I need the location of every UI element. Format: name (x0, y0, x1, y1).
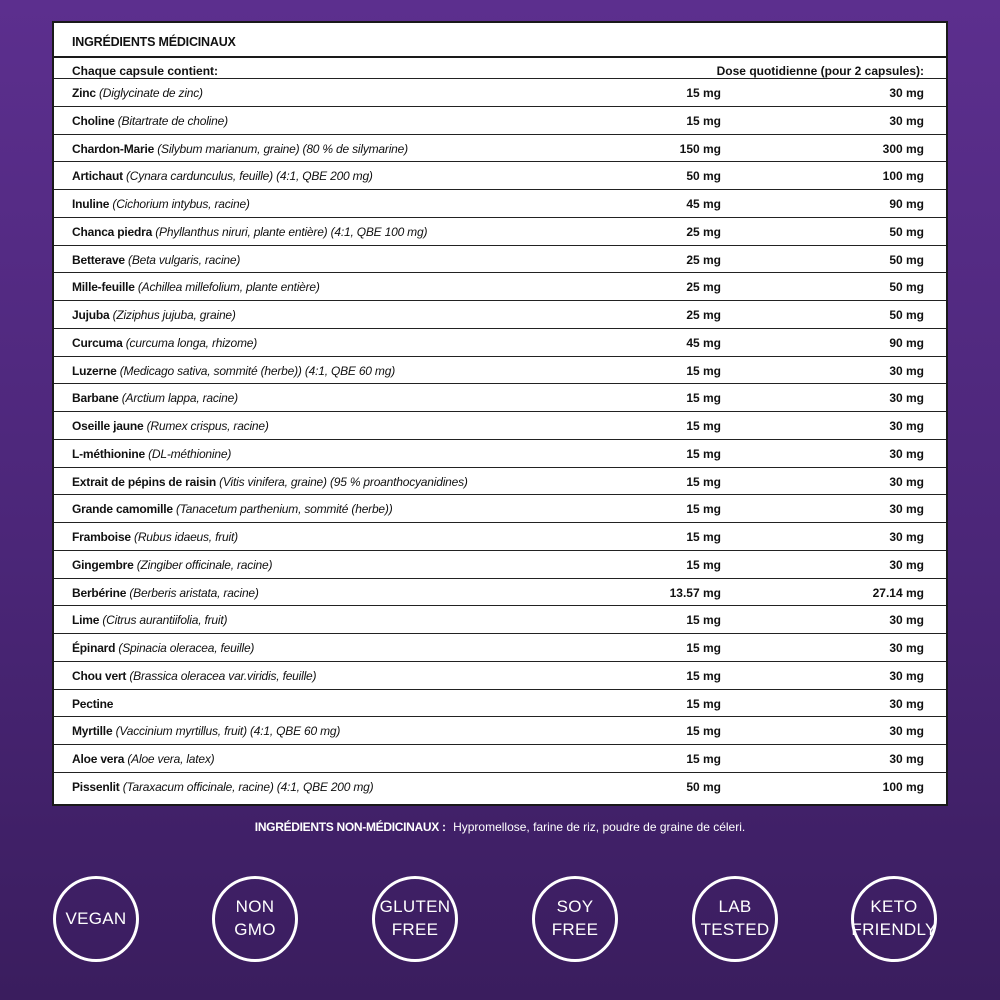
ingredient-common-name: Pectine (72, 696, 114, 711)
dose-per-capsule: 15 mg (686, 419, 721, 433)
daily-dose: 100 mg (882, 169, 924, 184)
ingredient-common-name: Inuline (72, 197, 110, 211)
daily-dose: 30 mg (889, 391, 924, 406)
dose-per-capsule: 25 mg (686, 308, 721, 322)
table-row (54, 218, 946, 246)
ingredient-source: (Medicago sativa, sommité (herbe)) (4:1, QBE 60 mg) (119, 363, 395, 378)
ingredient-name (72, 253, 240, 267)
dose-per-capsule: 15 mg (686, 752, 721, 766)
badge-text: VEGAN (65, 908, 127, 928)
ingredient-source: (Cichorium intybus, racine) (112, 197, 250, 211)
ingredient-common-name: Curcuma (72, 335, 123, 350)
ingredient-common-name: Extrait de pépins de raisin (72, 474, 216, 489)
ingredient-common-name: Chou vert (72, 668, 127, 683)
keto-friendly-badge (851, 876, 937, 962)
table-row (54, 690, 946, 718)
vegan-badge (53, 876, 139, 962)
ingredient-name (72, 502, 393, 516)
table-row (54, 551, 946, 579)
dose-per-capsule: 15 mg (686, 724, 721, 739)
dose-per-capsule: 15 mg (686, 474, 721, 489)
ingredient-source: (Rubus idaeus, fruit) (134, 530, 238, 544)
ingredient-source: (Tanacetum parthenium, sommité (herbe)) (175, 502, 393, 517)
ingredient-name (72, 86, 203, 100)
table-row (54, 246, 946, 274)
ingredient-source: (Ziziphus jujuba, graine) (112, 308, 236, 322)
ingredient-source: (Vitis vinifera, graine) (95 % proanthocyanidines) (219, 474, 468, 489)
badge-text: TESTED (700, 920, 770, 939)
dose-per-capsule: 15 mg (686, 86, 721, 100)
lab-tested-badge (692, 876, 778, 962)
daily-dose: 30 mg (889, 752, 924, 766)
ingredient-name (72, 308, 236, 322)
dose-per-capsule: 15 mg (686, 696, 721, 711)
ingredient-common-name: Choline (72, 113, 115, 128)
ingredient-name (72, 114, 228, 128)
ingredient-name (72, 752, 214, 766)
ingredient-name (72, 364, 395, 378)
daily-dose: 30 mg (889, 502, 924, 517)
dose-per-capsule: 15 mg (686, 446, 721, 461)
daily-dose: 30 mg (889, 668, 924, 683)
daily-dose: 90 mg (889, 197, 924, 211)
dose-per-capsule: 50 mg (686, 779, 721, 794)
dose-per-capsule: 13.57 mg (669, 585, 721, 600)
daily-dose: 30 mg (889, 419, 924, 433)
ingredient-common-name: Oseille jaune (72, 419, 144, 433)
ingredient-common-name: Aloe vera (72, 752, 125, 766)
ingredient-source: (Taraxacum officinale, racine) (4:1, QBE 200 mg) (122, 779, 374, 794)
badge-text: FREE (551, 920, 599, 939)
table-row (54, 301, 946, 329)
table-title: INGRÉDIENTS MÉDICINAUX (54, 23, 946, 58)
badge-text: KETO (870, 897, 918, 917)
ingredient-source: (Brassica oleracea var.viridis, feuille) (129, 668, 317, 683)
ingredient-name (72, 336, 257, 350)
dose-per-capsule: 15 mg (686, 391, 721, 406)
table-header (54, 58, 946, 79)
ingredient-name (72, 142, 408, 156)
table-row (54, 190, 946, 218)
ingredient-source: (Spinacia oleracea, feuille) (118, 641, 255, 655)
ingredient-name (72, 669, 316, 683)
table-row (54, 79, 946, 107)
daily-dose: 300 mg (882, 141, 924, 156)
daily-dose: 30 mg (889, 696, 924, 711)
ingredient-common-name: Luzerne (72, 363, 117, 378)
ingredient-common-name: Épinard (72, 641, 116, 655)
soy-free-badge (532, 876, 618, 962)
dose-per-capsule: 50 mg (686, 169, 721, 184)
ingredient-common-name: Chanca piedra (72, 224, 153, 239)
ingredient-source: (curcuma longa, rhizome) (125, 335, 258, 350)
ingredient-source: (Diglycinate de zinc) (99, 86, 203, 100)
dose-per-capsule: 15 mg (686, 363, 721, 378)
dose-per-capsule: 15 mg (686, 557, 721, 572)
table-row (54, 412, 946, 440)
gluten-free-badge (372, 876, 458, 962)
badge-text: SOY (556, 897, 594, 917)
badge-text: FRIENDLY (851, 920, 937, 939)
ingredient-source: (Bitartrate de choline) (117, 113, 228, 128)
daily-dose: 30 mg (889, 363, 924, 378)
dose-per-capsule: 15 mg (686, 641, 721, 655)
daily-dose: 50 mg (889, 252, 924, 267)
ingredient-name (72, 780, 373, 794)
ingredient-source: (Vaccinium myrtillus, fruit) (4:1, QBE 60 mg) (115, 724, 341, 739)
ingredient-name (72, 169, 373, 183)
ingredient-common-name: Zinc (72, 86, 96, 100)
ingredient-common-name: Pissenlit (72, 779, 120, 794)
daily-dose: 30 mg (889, 557, 924, 572)
ingredient-common-name: Betterave (72, 252, 125, 267)
table-row (54, 357, 946, 385)
ingredient-common-name: Lime (72, 613, 100, 628)
daily-dose: 30 mg (889, 113, 924, 128)
dose-per-capsule: 15 mg (686, 530, 721, 544)
table-row (54, 162, 946, 190)
table-row (54, 717, 946, 745)
non-medicinal-text: Hypromellose, farine de riz, poudre de graine de céleri. (453, 820, 746, 834)
non-medicinal-ingredients (0, 820, 1000, 834)
dose-per-capsule: 150 mg (679, 141, 721, 156)
ingredient-name (72, 280, 320, 294)
ingredient-source: (Aloe vera, latex) (127, 752, 215, 766)
daily-dose: 30 mg (889, 724, 924, 739)
table-row (54, 773, 946, 801)
table-row (54, 579, 946, 607)
non-gmo-badge (212, 876, 298, 962)
ingredient-source: (Arctium lappa, racine) (121, 391, 238, 406)
ingredient-common-name: Berbérine (72, 585, 127, 600)
ingredient-source: (DL-méthionine) (148, 446, 232, 461)
ingredient-source: (Cynara cardunculus, feuille) (4:1, QBE 200 mg) (126, 169, 373, 184)
header-per-capsule: Chaque capsule contient: (72, 64, 219, 78)
ingredient-name (72, 641, 254, 655)
ingredient-common-name: L-méthionine (72, 446, 145, 461)
ingredient-source: (Citrus aurantiifolia, fruit) (102, 613, 228, 628)
badge-text: LAB (718, 897, 752, 917)
ingredient-rows (54, 79, 946, 801)
ingredient-name (72, 475, 468, 489)
ingredient-common-name: Myrtille (72, 724, 113, 739)
daily-dose: 50 mg (889, 224, 924, 239)
table-row (54, 468, 946, 496)
ingredient-source: (Rumex crispus, racine) (146, 419, 269, 433)
ingredient-common-name: Grande camomille (72, 502, 173, 517)
ingredient-common-name: Mille-feuille (72, 280, 135, 295)
table-row (54, 495, 946, 523)
table-row (54, 440, 946, 468)
daily-dose: 30 mg (889, 474, 924, 489)
table-row (54, 634, 946, 662)
dose-per-capsule: 45 mg (686, 197, 721, 211)
table-row (54, 135, 946, 163)
table-row (54, 745, 946, 773)
ingredient-name (72, 447, 231, 461)
table-row (54, 107, 946, 135)
table-row (54, 606, 946, 634)
dose-per-capsule: 25 mg (686, 224, 721, 239)
ingredient-common-name: Barbane (72, 391, 119, 406)
ingredient-name (72, 613, 227, 627)
ingredient-name (72, 225, 427, 239)
ingredient-name (72, 558, 272, 572)
ingredient-source: (Beta vulgaris, racine) (128, 252, 241, 267)
ingredient-name (72, 419, 269, 433)
non-medicinal-label: INGRÉDIENTS NON-MÉDICINAUX : (254, 820, 446, 834)
daily-dose: 30 mg (889, 86, 924, 100)
dose-per-capsule: 15 mg (686, 113, 721, 128)
daily-dose: 50 mg (889, 308, 924, 322)
ingredient-common-name: Artichaut (72, 169, 123, 184)
daily-dose: 30 mg (889, 530, 924, 544)
ingredient-source: (Phyllanthus niruri, plante entière) (4:1, QBE 100 mg) (155, 224, 428, 239)
daily-dose: 30 mg (889, 613, 924, 628)
ingredient-name (72, 530, 238, 544)
ingredient-name (72, 586, 259, 600)
badge-text: GLUTEN (379, 897, 451, 917)
table-row (54, 329, 946, 357)
ingredient-common-name: Jujuba (72, 308, 110, 322)
ingredient-name (72, 724, 340, 738)
ingredient-name (72, 391, 238, 405)
badge-text: NON (235, 897, 275, 917)
ingredient-name (72, 197, 250, 211)
ingredient-common-name: Gingembre (72, 557, 134, 572)
ingredient-source: (Achillea millefolium, plante entière) (137, 280, 320, 295)
ingredient-source: (Zingiber officinale, racine) (136, 557, 273, 572)
table-row (54, 384, 946, 412)
ingredient-source: (Berberis aristata, racine) (129, 585, 259, 600)
header-daily-dose: Dose quotidienne (pour 2 capsules): (716, 64, 924, 78)
daily-dose: 30 mg (889, 641, 924, 655)
daily-dose: 90 mg (889, 335, 924, 350)
ingredient-common-name: Framboise (72, 530, 131, 544)
table-row (54, 273, 946, 301)
dose-per-capsule: 15 mg (686, 613, 721, 628)
dose-per-capsule: 15 mg (686, 668, 721, 683)
ingredients-panel (52, 21, 948, 806)
daily-dose: 27.14 mg (872, 585, 924, 600)
dose-per-capsule: 25 mg (686, 280, 721, 295)
dose-per-capsule: 15 mg (686, 502, 721, 517)
badge-text: GMO (234, 920, 276, 939)
ingredient-common-name: Chardon-Marie (72, 141, 155, 156)
daily-dose: 30 mg (889, 446, 924, 461)
badge-text: FREE (391, 920, 439, 939)
daily-dose: 100 mg (882, 779, 924, 794)
dose-per-capsule: 25 mg (686, 252, 721, 267)
table-row (54, 523, 946, 551)
ingredient-source: (Silybum marianum, graine) (80 % de silymarine) (157, 141, 408, 156)
table-row (54, 662, 946, 690)
daily-dose: 50 mg (889, 280, 924, 295)
dose-per-capsule: 45 mg (686, 335, 721, 350)
ingredient-name (72, 697, 113, 711)
